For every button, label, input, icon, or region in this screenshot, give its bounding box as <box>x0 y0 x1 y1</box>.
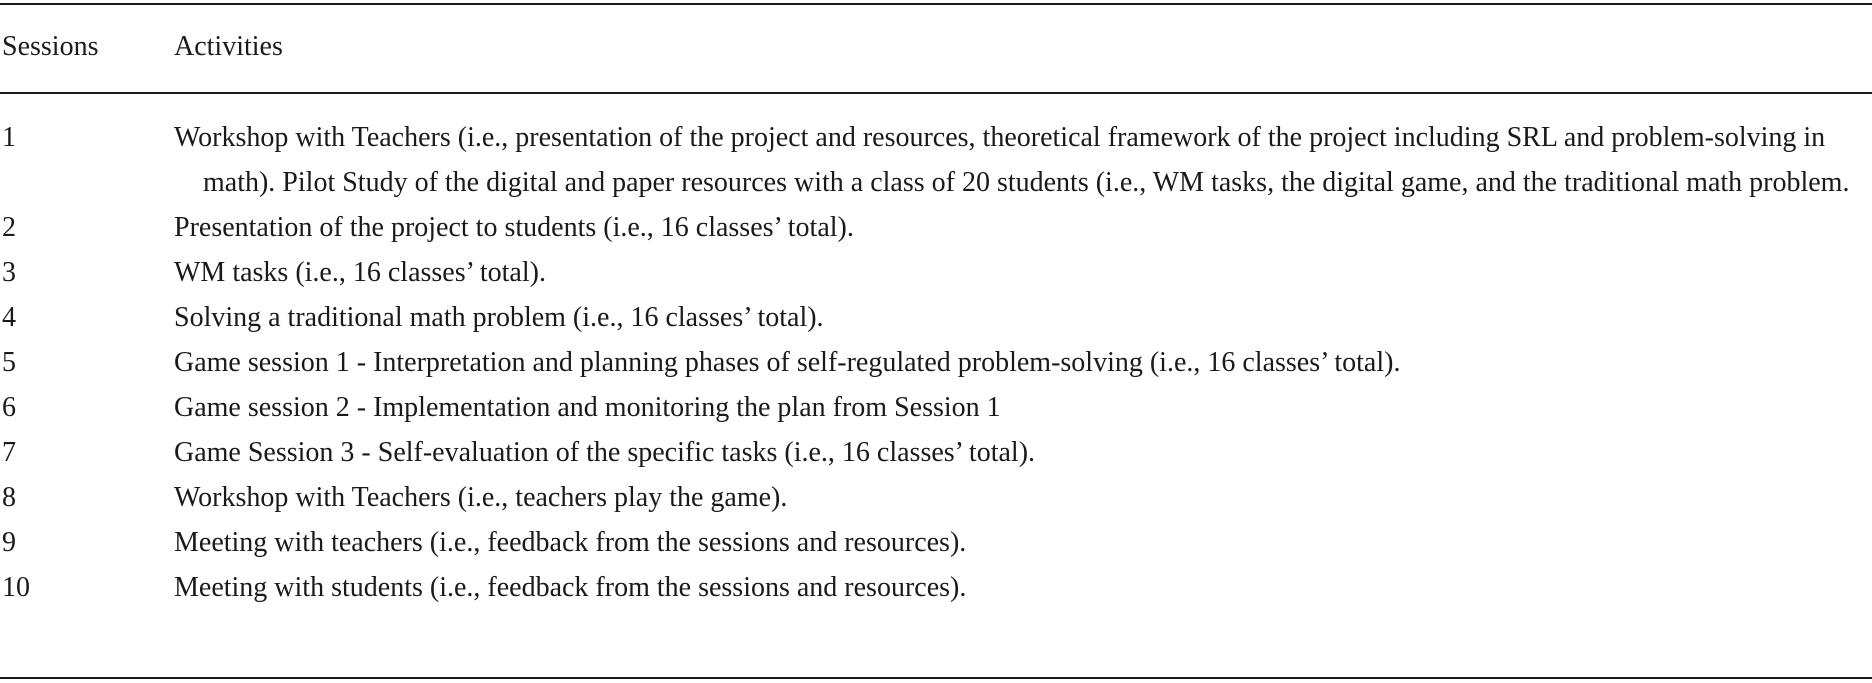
table-bottom-rule <box>0 677 1872 679</box>
header-sessions: Sessions <box>2 31 99 62</box>
session-activity: Solving a traditional math problem (i.e., 16 classes’ total). <box>174 302 824 333</box>
session-activity: Workshop with Teachers (i.e., teachers play the game). <box>174 482 788 513</box>
session-number: 7 <box>2 437 16 468</box>
session-activity: Game session 2 - Implementation and monitoring the plan from Session 1 <box>174 392 1001 423</box>
session-number: 8 <box>2 482 16 513</box>
table-row <box>0 520 1872 565</box>
table-row <box>0 250 1872 295</box>
table-row <box>0 430 1872 475</box>
session-number: 6 <box>2 392 16 423</box>
table-header-row <box>0 25 1872 69</box>
session-activity: Workshop with Teachers (i.e., presentation of the project and resources, theoretical framework of the project including SRL and problem-solving in math). Pilot Study of the digital and paper resources with a class of 20 students (i.e., WM tasks, the digital game, and the traditional math problem. <box>174 122 1850 198</box>
table-row <box>0 205 1872 250</box>
session-activity: Presentation of the project to students (i.e., 16 classes’ total). <box>174 212 854 243</box>
header-activities: Activities <box>174 31 283 62</box>
session-activity: Game session 1 - Interpretation and planning phases of self-regulated problem-solving (i.e., 16 classes’ total). <box>174 347 1401 378</box>
table-row <box>0 115 1872 205</box>
session-number: 3 <box>2 257 16 288</box>
table-row <box>0 340 1872 385</box>
session-activity: Game Session 3 - Self-evaluation of the specific tasks (i.e., 16 classes’ total). <box>174 437 1036 468</box>
session-activity: Meeting with teachers (i.e., feedback from the sessions and resources). <box>174 527 967 558</box>
table-row <box>0 295 1872 340</box>
session-activity: WM tasks (i.e., 16 classes’ total). <box>174 257 546 288</box>
session-number: 10 <box>2 572 30 603</box>
session-number: 1 <box>2 122 16 153</box>
table-body <box>0 115 1872 610</box>
table-header-rule <box>0 92 1872 94</box>
session-number: 9 <box>2 527 16 558</box>
session-number: 5 <box>2 347 16 378</box>
session-activity: Meeting with students (i.e., feedback from the sessions and resources). <box>174 572 967 603</box>
session-number: 2 <box>2 212 16 243</box>
table-row <box>0 565 1872 610</box>
table-row <box>0 385 1872 430</box>
session-number: 4 <box>2 302 16 333</box>
table-top-rule <box>0 3 1872 5</box>
table-row <box>0 475 1872 520</box>
